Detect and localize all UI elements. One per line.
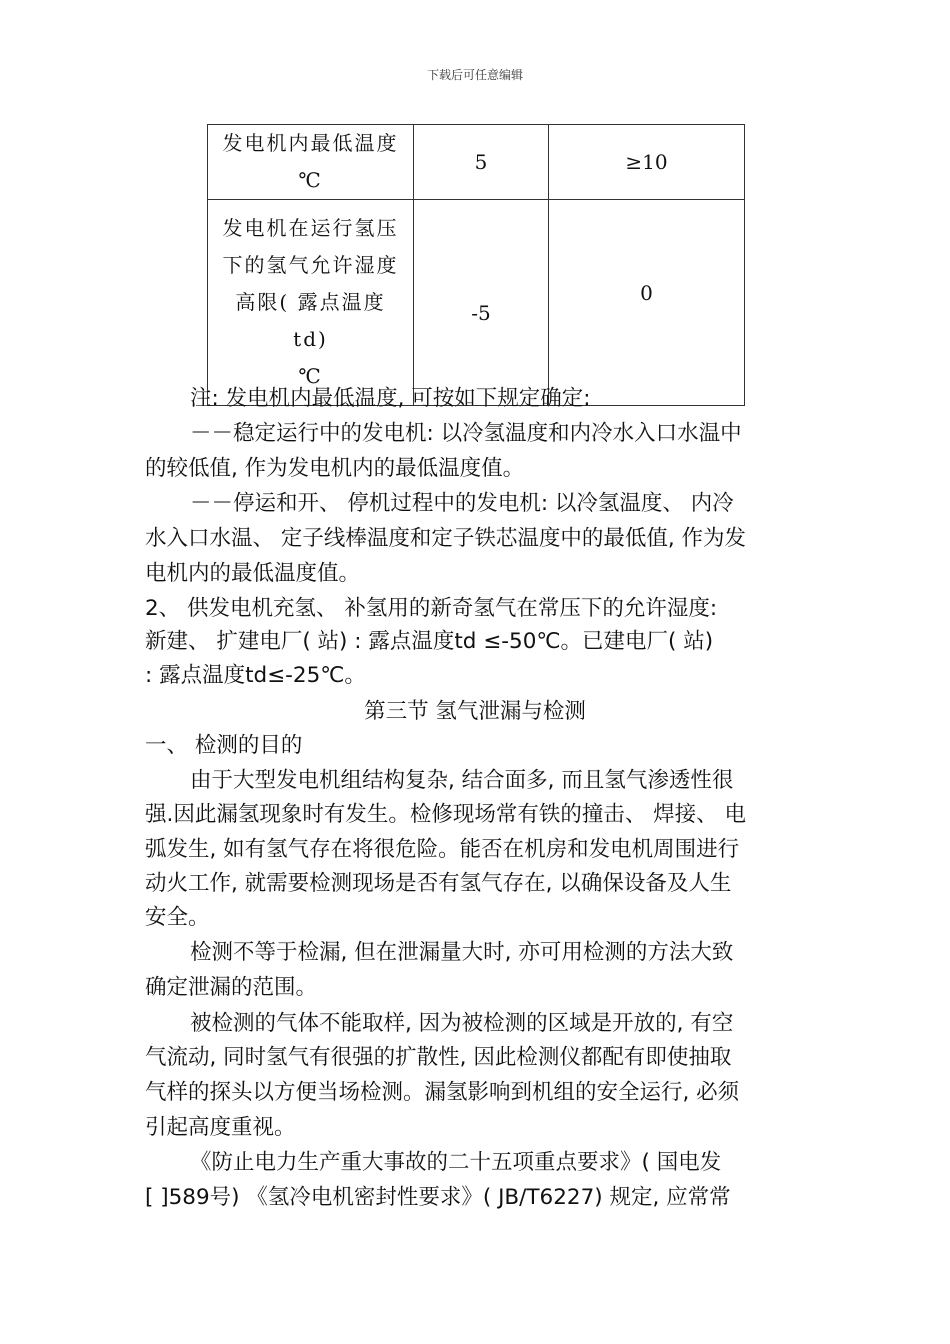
paragraph-line: 动火工作, 就需要检测现场是否有氢气存在, 以确保设备及人生 xyxy=(145,871,732,896)
paragraph-line: 安全。 xyxy=(145,905,210,930)
paragraph-line: 被检测的气体不能取样, 因为被检测的区域是开放的, 有空 xyxy=(190,1011,734,1036)
table-row xyxy=(208,200,745,406)
paragraph-line: 的较低值, 作为发电机内的最低温度值。 xyxy=(145,456,525,481)
spec-table xyxy=(207,124,745,406)
paragraph-line: 强.因此漏氢现象时有发生。检修现场常有铁的撞击、 焊接、 电 xyxy=(145,802,747,827)
paragraph-line: 引起高度重视。 xyxy=(145,1115,296,1140)
paragraph-line: 检测不等于检漏, 但在泄漏量大时, 亦可用检测的方法大致 xyxy=(190,940,734,965)
table-cell-label: 发电机在运行氢压 下的氢气允许湿度 高限( 露点温度 td) ℃ xyxy=(208,200,414,406)
paragraph-line: 确定泄漏的范围。 xyxy=(145,975,318,1000)
paragraph-line: 由于大型发电机组结构复杂, 结合面多, 而且氢气渗透性很 xyxy=(190,768,734,793)
paragraph-line: 电机内的最低温度值。 xyxy=(145,561,361,586)
paragraph-line: 《防止电力生产重大事故的二十五项重点要求》( 国电发 xyxy=(190,1150,722,1175)
paragraph-line: [ ]589号) 《氢冷电机密封性要求》( JB/T6227) 规定, 应常常 xyxy=(145,1185,731,1210)
table-cell-value-a: -5 xyxy=(414,200,549,406)
page-header: 下载后可任意编辑 xyxy=(426,68,523,82)
table-cell-value-b: 0 xyxy=(549,200,745,406)
paragraph-line: 气样的探头以方便当场检测。漏氢影响到机组的安全运行, 必须 xyxy=(145,1080,740,1105)
table-cell-value-a: 5 xyxy=(414,125,549,200)
paragraph-line: －－稳定运行中的发电机: 以冷氢温度和内冷水入口水温中 xyxy=(190,421,742,446)
paragraph-line: 水入口水温、 定子线棒温度和定子铁芯温度中的最低值, 作为发 xyxy=(145,526,747,551)
paragraph-line: 新建、 扩建电厂( 站) : 露点温度td ≤-50℃。已建电厂( 站) xyxy=(145,629,714,654)
section-title: 第三节 氢气泄漏与检测 xyxy=(364,699,586,724)
note-line: 注: 发电机内最低温度, 可按如下规定确定: xyxy=(190,386,591,411)
paragraph-line: : 露点温度td≤-25℃。 xyxy=(145,663,366,688)
subsection-heading: 一、 检测的目的 xyxy=(145,733,303,758)
paragraph-line: 2、 供发电机充氢、 补氢用的新奇氢气在常压下的允许湿度: xyxy=(145,596,718,621)
paragraph-line: 弧发生, 如有氢气存在将很危险。能否在机房和发电机周围进行 xyxy=(145,837,740,862)
table-cell-value-b: ≥10 xyxy=(549,125,745,200)
table-cell-label: 发电机内最低温度 ℃ xyxy=(208,125,414,200)
paragraph-line: 气流动, 同时氢气有很强的扩散性, 因此检测仪都配有即使抽取 xyxy=(145,1045,732,1070)
paragraph-line: －－停运和开、 停机过程中的发电机: 以冷氢温度、 内冷 xyxy=(190,491,734,516)
table-row xyxy=(208,125,745,200)
